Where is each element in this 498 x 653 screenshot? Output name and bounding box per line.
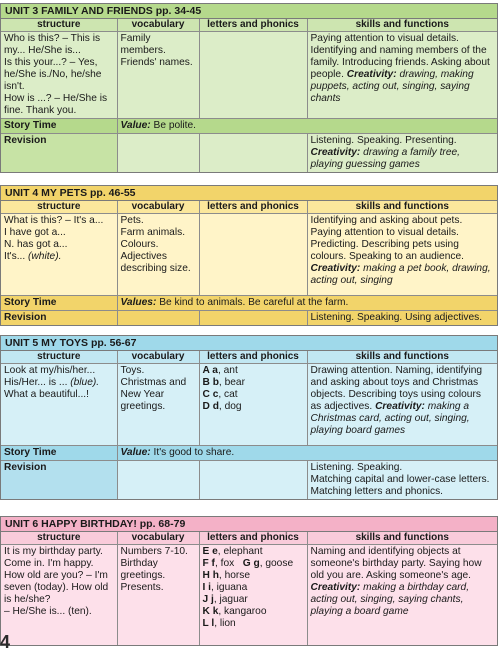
letter-pair: C c [202, 389, 219, 401]
header-row [1, 201, 497, 214]
letter-item [203, 401, 304, 413]
letter-item [203, 594, 304, 606]
revision-row [1, 134, 497, 173]
header-letters: letters and phonics [199, 532, 307, 545]
revision-skills-cell [307, 134, 497, 173]
vocabulary-cell: Numbers 7-10. Birthday greetings. Presents. [117, 545, 199, 645]
revision-row [1, 461, 497, 500]
skills-cell [307, 214, 497, 296]
letter-pair: H h [202, 570, 219, 582]
letter-item [203, 546, 304, 558]
letters-cell [199, 214, 307, 296]
header-row [1, 19, 497, 32]
letter-pair: D d [202, 401, 219, 413]
creativity-text: making a pet book, drawing, acting out, singing [310, 263, 491, 287]
letter-item [203, 582, 304, 594]
unit-6-block [0, 516, 498, 646]
letter-word: , elephant [217, 546, 263, 557]
revision-skills: Listening. Speaking. Using adjectives. [307, 311, 497, 326]
table-row [1, 364, 497, 446]
skills-text: Drawing attention. Naming, identifying and asking about toys and Christmas objects. Describing toys using colours as adjectives. [310, 365, 483, 413]
story-time-label: Story Time [1, 119, 117, 134]
letter-word: , goose [259, 558, 294, 570]
revision-row [1, 311, 497, 326]
skills-cell [307, 32, 497, 119]
story-value-cell [117, 296, 497, 311]
structure-cell: Who is this? – This is my... He/She is... Is this your...? – Yes, he/She is./No, he/she isn't. How is ...? – He/She is fine. Thank you. [1, 32, 117, 119]
letter-word: , horse [218, 570, 251, 582]
skills-text: Paying attention to visual details. Identifying and naming members of the family. Introducing friends. Asking about people. [310, 33, 490, 81]
revision-label: Revision [1, 461, 117, 500]
letter-item [203, 389, 304, 401]
revision-skills: Listening. Speaking. Matching capital and lower-case letters. Matching letters and phonics. [307, 461, 497, 500]
letter-word: , iguana [211, 582, 248, 594]
letter-item [203, 365, 304, 377]
vocabulary-cell: Family members. Friends' names. [117, 32, 199, 119]
header-row [1, 532, 497, 545]
table-row [1, 32, 497, 119]
structure-example: (white). [28, 251, 62, 263]
letter-pair: K k [202, 606, 219, 618]
letter-pair: J j [202, 594, 214, 606]
unit-3-title: UNIT 3 FAMILY AND FRIENDS pp. 34-45 [1, 4, 497, 19]
letter-word: , jaguar [213, 594, 248, 606]
letter-item [203, 558, 304, 570]
letter-word: , dog [218, 401, 242, 413]
header-vocabulary: vocabulary [117, 19, 199, 32]
letter-word: , ant [217, 365, 238, 376]
table-row [1, 214, 497, 296]
letter-item [203, 606, 304, 618]
story-time-row [1, 446, 497, 461]
header-skills: skills and functions [307, 19, 497, 32]
header-vocabulary: vocabulary [117, 351, 199, 364]
structure-text: What is this? – It's a... I have got a... N. has got a... It's... [4, 215, 104, 263]
story-value-cell [117, 119, 497, 134]
unit-6-title: UNIT 6 HAPPY BIRTHDAY! pp. 68-79 [1, 517, 497, 532]
creativity-label: Creativity: [310, 582, 361, 594]
header-structure: structure [1, 19, 117, 32]
header-letters: letters and phonics [199, 201, 307, 214]
revision-letters [199, 461, 307, 500]
letter-pair: L l [202, 618, 215, 630]
unit-6-table [1, 532, 497, 645]
story-time-label: Story Time [1, 296, 117, 311]
unit-3-block [0, 3, 498, 173]
creativity-label: Creativity: [346, 69, 397, 81]
unit-4-table [1, 201, 497, 325]
story-value-cell [117, 446, 497, 461]
skills-text: Identifying and asking about pets. Paying attention to visual details. Predicting. Describing pets using colours. Speaking to an audience. [310, 215, 464, 263]
header-structure: structure [1, 532, 117, 545]
revision-letters [199, 134, 307, 173]
letter-pair: E e [202, 546, 218, 557]
header-skills: skills and functions [307, 532, 497, 545]
unit-5-table [1, 351, 497, 499]
creativity-text: making a birthday card, acting out, singing, saying chants, playing a board game [310, 582, 470, 618]
letter-item [203, 618, 304, 630]
creativity-text: making a Christmas card, acting out, singing, playing board games [310, 401, 470, 437]
revision-label: Revision [1, 134, 117, 173]
letters-cell [199, 545, 307, 645]
revision-letters [199, 311, 307, 326]
unit-4-title: UNIT 4 MY PETS pp. 46-55 [1, 186, 497, 201]
story-time-row [1, 296, 497, 311]
letter-word: , kangaroo [218, 606, 267, 618]
value-label: Values: [120, 297, 157, 308]
structure-cell: It is my birthday party. Come in. I'm happy. How old are you? – I'm seven (today). How old is he/she? – He/She is... (ten). [1, 545, 117, 645]
revision-vocab [117, 311, 199, 326]
unit-5-title: UNIT 5 MY TOYS pp. 56-67 [1, 336, 497, 351]
story-time-label: Story Time [1, 446, 117, 461]
letter-pair: F f [202, 558, 215, 570]
header-skills: skills and functions [307, 351, 497, 364]
value-text: Be polite. [150, 120, 197, 132]
table-row [1, 545, 497, 645]
header-structure: structure [1, 201, 117, 214]
unit-5-block [0, 335, 498, 500]
creativity-text: drawing, making puppets, acting out, singing, saying chants [310, 69, 474, 105]
value-label: Value: [120, 120, 151, 132]
unit-3-table [1, 19, 497, 172]
creativity-label: Creativity: [375, 401, 425, 413]
revision-creativity-label: Creativity: [310, 147, 361, 159]
structure-tail: What a beautiful...! [4, 389, 89, 401]
story-time-row [1, 119, 497, 134]
value-text: It's good to share. [150, 447, 235, 458]
creativity-label: Creativity: [310, 263, 361, 275]
skills-text: Naming and identifying objects at someone's birthday party. Saying how old you are. Asking someone's age. [310, 546, 482, 582]
structure-text: Look at my/his/her... His/Her... is ... [4, 365, 96, 389]
header-vocabulary: vocabulary [117, 532, 199, 545]
revision-vocab [117, 134, 199, 173]
letter-word: , bear [218, 377, 245, 389]
letters-cell [199, 364, 307, 446]
vocabulary-cell: Toys. Christmas and New Year greetings. [117, 364, 199, 446]
letter-pair: I i [202, 582, 211, 594]
header-letters: letters and phonics [199, 351, 307, 364]
structure-example: (blue). [70, 377, 100, 389]
letter-item [203, 570, 304, 582]
header-skills: skills and functions [307, 201, 497, 214]
structure-cell [1, 364, 117, 446]
vocabulary-cell: Pets. Farm animals. Colours. Adjectives describing size. [117, 214, 199, 296]
letter-word: , lion [214, 618, 236, 630]
page-number: 4 [0, 632, 11, 652]
letter-item [203, 377, 304, 389]
revision-skills: Listening. Speaking. Presenting. [310, 135, 457, 147]
header-structure: structure [1, 351, 117, 364]
header-row [1, 351, 497, 364]
letter-word: , fox [214, 558, 243, 570]
value-label: Value: [120, 447, 151, 458]
header-letters: letters and phonics [199, 19, 307, 32]
letters-cell [199, 32, 307, 119]
header-vocabulary: vocabulary [117, 201, 199, 214]
revision-label: Revision [1, 311, 117, 326]
skills-cell [307, 364, 497, 446]
revision-vocab [117, 461, 199, 500]
letter-pair: A a [202, 365, 218, 376]
letter-pair: G g [242, 558, 260, 570]
structure-cell [1, 214, 117, 296]
letter-pair: B b [202, 377, 219, 389]
value-text: Be kind to animals. Be careful at the farm. [156, 297, 349, 308]
letter-word: , cat [218, 389, 238, 401]
skills-cell [307, 545, 497, 645]
unit-4-block [0, 185, 498, 326]
revision-creativity: drawing a family tree, playing guessing games [310, 147, 460, 171]
